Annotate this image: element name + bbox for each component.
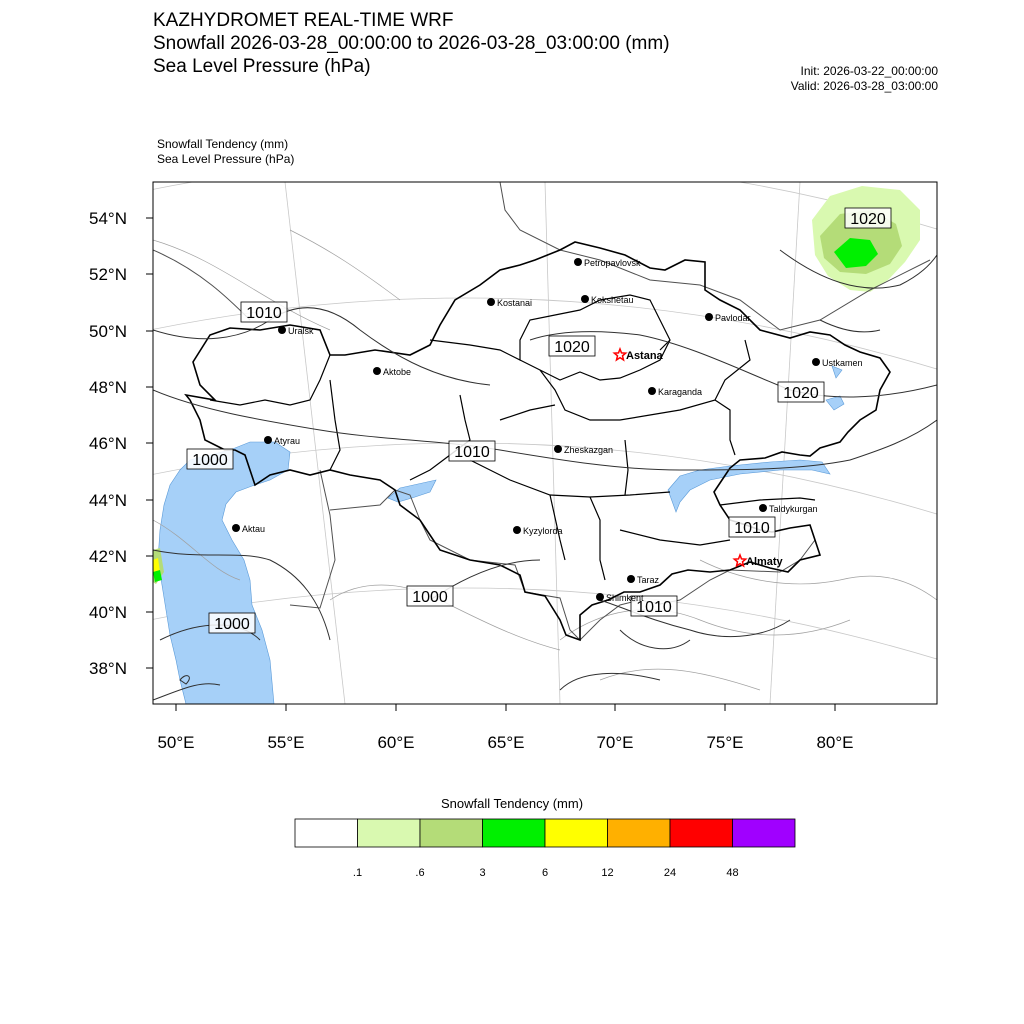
city-marker <box>278 326 314 336</box>
svg-text:1010: 1010 <box>636 599 672 616</box>
lon-label: 50°E <box>157 733 195 752</box>
isobar-label <box>209 613 255 633</box>
lat-label: 48°N <box>89 378 127 397</box>
city-marker <box>812 358 863 368</box>
city-marker <box>648 387 702 397</box>
colorbar-swatch <box>608 819 671 847</box>
city-dot-icon <box>373 367 381 375</box>
city-label: Taraz <box>637 575 660 585</box>
colorbar-label: 3 <box>479 867 486 879</box>
svg-text:1000: 1000 <box>192 452 228 469</box>
city-label: Aktau <box>242 524 266 534</box>
colorbar-swatch <box>733 819 796 847</box>
lon-label: 70°E <box>596 733 634 752</box>
city-label: Aktobe <box>383 367 412 377</box>
city-label: Shimkent <box>606 593 644 603</box>
svg-text:1020: 1020 <box>783 385 819 402</box>
city-dot-icon <box>264 436 272 444</box>
city-dot-icon <box>581 295 589 303</box>
title-line-2: Snowfall 2026-03-28_00:00:00 to 2026-03-28_03:00:00 (mm) <box>153 33 670 54</box>
lat-label: 54°N <box>89 209 127 228</box>
isobar-label <box>187 449 233 469</box>
lat-label: 42°N <box>89 547 127 566</box>
alakol-lake <box>826 396 844 410</box>
isobar-label <box>449 441 495 461</box>
city-label: Karaganda <box>658 387 703 397</box>
svg-text:1010: 1010 <box>454 444 490 461</box>
city-marker <box>513 526 563 536</box>
colorbar-label: .1 <box>352 867 363 879</box>
lon-label: 65°E <box>487 733 525 752</box>
city-label: Pavlodar <box>715 313 751 323</box>
isobar-label <box>407 586 453 606</box>
city-label: Taldykurgan <box>769 504 818 514</box>
title-line-3: Sea Level Pressure (hPa) <box>153 56 371 77</box>
colorbar-swatch <box>295 819 358 847</box>
city-marker <box>554 445 613 455</box>
neighbour-borders <box>153 182 930 640</box>
city-dot-icon <box>232 524 240 532</box>
city-label: Uralsk <box>288 326 314 336</box>
city-marker <box>487 298 532 308</box>
svg-text:1000: 1000 <box>214 616 250 633</box>
lon-label: 75°E <box>706 733 744 752</box>
city-dot-icon <box>648 387 656 395</box>
isobar-label <box>845 208 891 228</box>
city-label: Petropavlovsk <box>584 258 641 268</box>
city-label: Almaty <box>746 556 783 568</box>
region-borders <box>210 295 815 580</box>
city-dot-icon <box>554 445 562 453</box>
colorbar-label: 24 <box>663 867 677 879</box>
city-marker <box>627 575 660 585</box>
colorbar-swatch <box>545 819 608 847</box>
city-dot-icon <box>487 298 495 306</box>
colorbar-label: 48 <box>726 867 739 879</box>
city-marker-group <box>232 258 863 603</box>
svg-text:1010: 1010 <box>734 520 770 537</box>
city-dot-icon <box>574 258 582 266</box>
city-label: Atyrau <box>274 436 301 446</box>
city-marker <box>705 313 751 323</box>
city-marker <box>574 258 641 268</box>
svg-text:1010: 1010 <box>246 305 282 322</box>
isobar-label <box>778 382 824 402</box>
lon-label: 55°E <box>267 733 305 752</box>
caspian-sea <box>158 442 290 704</box>
city-dot-icon <box>596 593 604 601</box>
colorbar-swatch <box>420 819 483 847</box>
city-dot-icon <box>812 358 820 366</box>
city-label: Kostanai <box>497 298 533 308</box>
city-dot-icon <box>627 575 635 583</box>
city-dot-icon <box>759 504 767 512</box>
colorbar-label: .6 <box>415 867 425 879</box>
lat-label: 52°N <box>89 265 127 284</box>
city-label: Astana <box>626 350 663 362</box>
city-dot-icon <box>513 526 521 534</box>
city-marker <box>614 349 663 362</box>
lat-label: 46°N <box>89 434 127 453</box>
lat-label: 38°N <box>89 659 127 678</box>
city-label: Ustkamen <box>822 358 863 368</box>
colorbar-swatch <box>670 819 733 847</box>
city-marker <box>232 524 265 534</box>
svg-text:1000: 1000 <box>412 589 448 606</box>
isobar-label <box>549 336 595 356</box>
city-label: Kyzylorda <box>523 526 563 536</box>
init-time: Init: 2026-03-22_00:00:00 <box>800 64 938 78</box>
lon-label: 60°E <box>377 733 415 752</box>
lat-label: 44°N <box>89 491 127 510</box>
lon-label: 80°E <box>816 733 854 752</box>
svg-text:1020: 1020 <box>850 211 886 228</box>
valid-time: Valid: 2026-03-28_03:00:00 <box>790 79 938 93</box>
city-dot-icon <box>705 313 713 321</box>
svg-text:1020: 1020 <box>554 339 590 356</box>
title-line-1: KAZHYDROMET REAL-TIME WRF <box>153 10 454 31</box>
colorbar-label: 12 <box>601 867 614 879</box>
field-label-pressure: Sea Level Pressure (hPa) <box>157 152 295 166</box>
lat-label: 50°N <box>89 322 127 341</box>
field-label-snowfall: Snowfall Tendency (mm) <box>157 137 289 151</box>
isobar-label <box>729 517 775 537</box>
colorbar-title: Snowfall Tendency (mm) <box>440 796 584 811</box>
city-marker <box>581 295 634 305</box>
colorbar-swatch <box>483 819 546 847</box>
city-marker <box>373 367 411 377</box>
city-dot-icon <box>278 326 286 334</box>
lat-label: 40°N <box>89 603 127 622</box>
capital-star-icon <box>614 349 625 360</box>
colorbar <box>295 819 795 847</box>
isobar-label <box>241 302 287 322</box>
city-label: Zheskazgan <box>564 445 614 455</box>
city-marker <box>759 504 818 514</box>
colorbar-label: 6 <box>541 867 549 879</box>
city-label: Kokshetau <box>591 295 634 305</box>
colorbar-swatch <box>358 819 421 847</box>
